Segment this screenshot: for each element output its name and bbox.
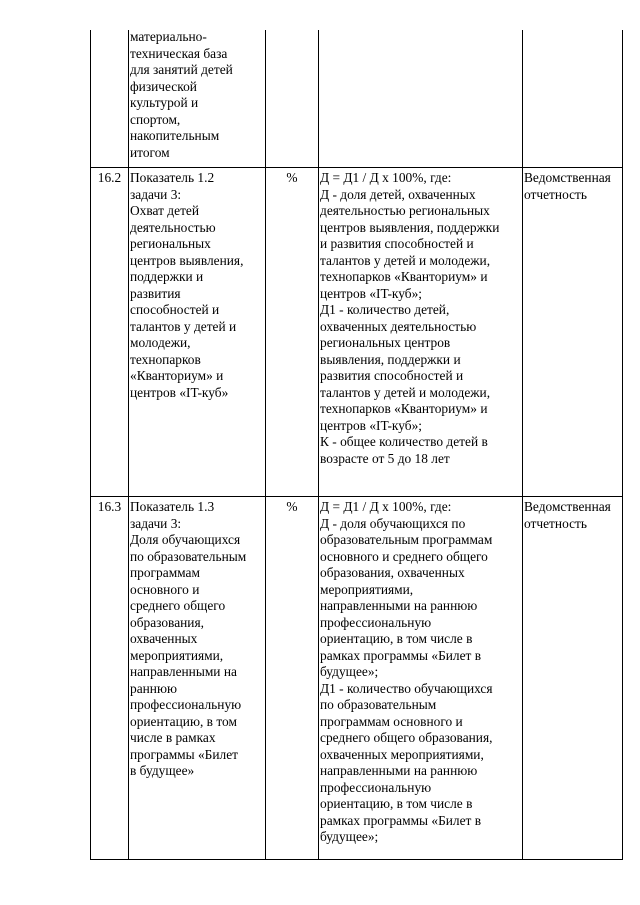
cell-text: в будущее» [130,763,195,778]
cell-text: охваченных мероприятиями, [320,746,484,762]
cell-text: К - общее количество детей в [320,434,488,449]
cell-text: талантов у детей и молодежи, [320,384,491,400]
cell-text: центров выявления, [130,252,244,268]
cell-text: ориентацию, в том числе в [320,631,473,646]
cell-text: рамках программы «Билет в [320,647,482,663]
indicators-table [90,30,623,860]
table-row-0-name [130,29,264,161]
cell-text: техническая база [130,45,228,61]
cell-text: задачи 3: [130,515,182,531]
col-border [318,30,319,860]
cell-text: программам основного и [320,713,463,729]
cell-text: мероприятиями, [320,581,414,597]
cell-text: молодежи, [130,335,191,350]
cell-text: по образовательным [320,697,437,712]
cell-text: технопарков «Кванториум» и [320,401,488,416]
cell-text: охваченных деятельностью [320,318,477,334]
cell-text: образования, охваченных [320,565,465,580]
row-border [90,496,623,497]
row-border [90,859,623,860]
cell-text: деятельностью [130,219,216,235]
cell-text: способностей и [130,302,220,317]
cell-text: технопарков [130,351,201,367]
row-border [90,167,623,168]
cell-text: профессиональную [130,697,242,712]
cell-text: направленными на раннюю [320,598,478,613]
cell-text: профессиональную [320,614,432,630]
cell-text: материально- [130,29,207,44]
cell-text: программы «Билет [130,746,239,762]
row-number: 16.3 [97,499,122,514]
cell-text: рамках программы «Билет в [320,812,482,828]
cell-text: отчетность [524,186,587,202]
col-border [265,30,266,860]
cell-text: талантов у детей и [130,318,237,334]
cell-text: развития способностей и [320,368,464,383]
cell-text: спортом, [130,111,181,127]
cell-text: и развития способностей и [320,236,474,251]
cell-text: итогом [130,144,170,160]
cell-text: деятельностью региональных [320,203,490,218]
cell-text: талантов у детей и молодежи, [320,252,491,268]
cell-text: программам [130,565,200,580]
cell-text: Д1 - количество детей, [320,302,450,317]
cell-text: Охват детей [130,203,200,218]
cell-text: региональных центров [320,335,451,350]
row-number: 16.2 [97,170,122,185]
cell-text: среднего общего [130,598,226,613]
unit-percent: % [286,499,298,514]
table-row-2-formula [320,499,522,846]
cell-text: Д - доля детей, охваченных [320,186,476,202]
cell-text: физической [130,78,197,94]
cell-text: ориентацию, в том числе в [320,796,473,811]
cell-text: ориентацию, в том [130,713,237,729]
cell-text: центров «IT-куб»; [320,417,422,433]
cell-text: мероприятиями, [130,647,224,663]
cell-text: основного и [130,581,200,597]
cell-text: раннюю [130,680,177,696]
cell-text: Показатель 1.3 [130,499,215,514]
cell-text: выявления, поддержки и [320,351,461,367]
cell-text: возрасте от 5 до 18 лет [320,450,450,466]
cell-text: технопарков «Кванториум» и [320,269,488,284]
cell-text: образования, [130,614,204,630]
cell-text: охваченных [130,631,198,646]
cell-text: профессиональную [320,779,432,795]
cell-text: для занятий детей [130,62,233,77]
cell-text: будущее»; [320,829,379,844]
cell-text: среднего общего образования, [320,730,493,745]
col-border [622,30,623,860]
col-border [90,30,91,860]
cell-text: задачи 3: [130,186,182,202]
cell-text: центров «IT-куб»; [320,285,422,301]
cell-text: «Кванториум» и [130,368,224,383]
cell-text: по образовательным [130,548,247,564]
unit-percent: % [286,170,298,185]
cell-text: будущее»; [320,664,379,679]
cell-text: культурой и [130,95,199,110]
cell-text: развития [130,285,181,301]
cell-text: отчетность [524,515,587,531]
cell-text: региональных [130,236,211,251]
cell-text: Ведомственная [524,499,611,514]
cell-text: направленными на [130,664,237,679]
cell-text: Показатель 1.2 [130,170,215,185]
cell-text: Д1 - количество обучающихся [320,680,493,696]
col-border [522,30,523,860]
table-row-1-source [524,170,622,203]
cell-text: поддержки и [130,269,204,284]
cell-text: образовательным программам [320,532,493,547]
table-row-2-name [130,499,264,780]
cell-text: центров выявления, поддержки [320,219,500,235]
col-border [128,30,129,860]
table-row-1-name [130,170,264,401]
table-row-1-formula [320,170,522,467]
cell-text: основного и среднего общего [320,548,488,564]
table-row-2-source [524,499,622,532]
cell-text: Д = Д1 / Д х 100%, где: [320,499,452,514]
cell-text: направленными на раннюю [320,763,478,778]
cell-text: накопительным [130,128,220,143]
cell-text: Ведомственная [524,170,611,185]
cell-text: Д - доля обучающихся по [320,515,466,531]
cell-text: центров «IT-куб» [130,384,229,400]
cell-text: числе в рамках [130,730,216,745]
cell-text: Д = Д1 / Д х 100%, где: [320,170,452,185]
cell-text: Доля обучающихся [130,532,241,547]
